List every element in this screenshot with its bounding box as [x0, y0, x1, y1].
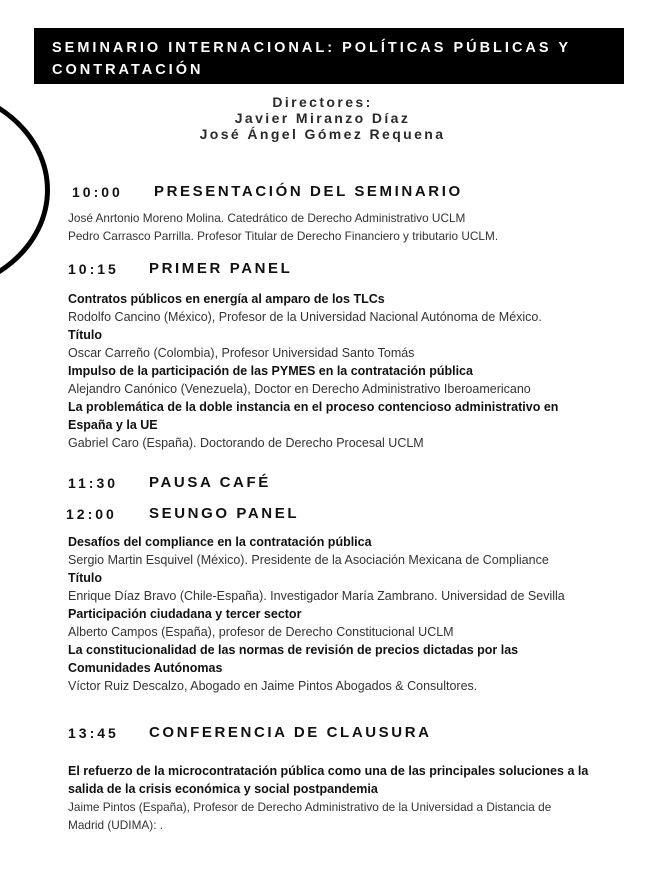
speaker-line: Jaime Pintos (España), Profesor de Derecho Administrativo de la Universidad a Distancia de	[68, 800, 552, 814]
session-presentacion	[0, 183, 645, 243]
speaker-line: Víctor Ruiz Descalzo, Abogado en Jaime Pintos Abogados & Consultores.	[68, 679, 478, 693]
speaker-line: Alberto Campos (España), profesor de Derecho Constitucional UCLM	[68, 625, 454, 639]
talk-title: La constitucionalidad de las normas de revisión de precios dictadas por las	[68, 643, 519, 657]
talk-title: Contratos públicos en energía al amparo de los TLCs	[68, 292, 385, 306]
speaker-line: Rodolfo Cancino (México), Profesor de la Universidad Nacional Autónoma de México.	[68, 310, 542, 324]
title-banner	[34, 28, 624, 84]
talk-title: Título	[68, 328, 103, 342]
session-time: 11:30	[68, 475, 119, 491]
director-name: Javier Miranzo Díaz	[234, 110, 411, 126]
session-title: CONFERENCIA DE CLAUSURA	[149, 724, 432, 741]
session-primer-panel	[0, 260, 645, 450]
title-line-1: SEMINARIO INTERNACIONAL: POLÍTICAS PÚBLICAS Y	[52, 40, 571, 56]
talk-title: Participación ciudadana y tercer sector	[68, 607, 302, 621]
session-conferencia-clausura	[0, 724, 645, 832]
talk-title: salida de la crisis económica y social postpandemia	[68, 782, 378, 796]
session-title: PRESENTACIÓN DEL SEMINARIO	[154, 183, 463, 200]
session-title: PAUSA CAFÉ	[149, 474, 271, 491]
session-title: PRIMER PANEL	[149, 260, 293, 277]
session-time: 12:00	[66, 506, 117, 522]
talk-title: Título	[68, 571, 103, 585]
speaker-line: José Anrtonio Moreno Molina. Catedrático de Derecho Administrativo UCLM	[68, 211, 466, 225]
directors-label: Directores:	[272, 94, 373, 110]
talk-title: España y la UE	[68, 418, 158, 432]
speaker-line: Oscar Carreño (Colombia), Profesor Universidad Santo Tomás	[68, 346, 415, 360]
session-title: SEUNGO PANEL	[149, 505, 300, 522]
session-time: 10:15	[68, 261, 119, 277]
talk-title: La problemática de la doble instancia en el proceso contencioso administrativo en	[68, 400, 559, 414]
title-line-2: CONTRATACIÓN	[52, 62, 204, 78]
session-segundo-panel	[0, 505, 645, 693]
talk-title: Comunidades Autónomas	[68, 661, 223, 675]
speaker-line: Alejandro Canónico (Venezuela), Doctor en Derecho Administrativo Iberoamericano	[68, 382, 531, 396]
session-time: 10:00	[72, 184, 123, 200]
talk-title: El refuerzo de la microcontratación pública como una de las principales soluciones a la	[68, 764, 589, 778]
session-pausa-cafe	[0, 475, 645, 497]
speaker-line: Enrique Díaz Bravo (Chile-España). Investigador María Zambrano. Universidad de Sevilla	[68, 589, 565, 603]
speaker-line: Sergio Martin Esquivel (México). Presidente de la Asociación Mexicana de Compliance	[68, 553, 549, 567]
speaker-line: Gabriel Caro (España). Doctorando de Derecho Procesal UCLM	[68, 436, 424, 450]
speaker-line: Pedro Carrasco Parrilla. Profesor Titular de Derecho Financiero y tributario UCLM.	[68, 229, 499, 243]
directors-block	[0, 94, 645, 142]
speaker-line: Madrid (UDIMA): .	[68, 818, 164, 832]
talk-title: Impulso de la participación de las PYMES en la contratación pública	[68, 364, 473, 378]
session-time: 13:45	[68, 725, 119, 741]
director-name: José Ángel Gómez Requena	[199, 126, 446, 142]
talk-title: Desafíos del compliance en la contratación pública	[68, 535, 372, 549]
